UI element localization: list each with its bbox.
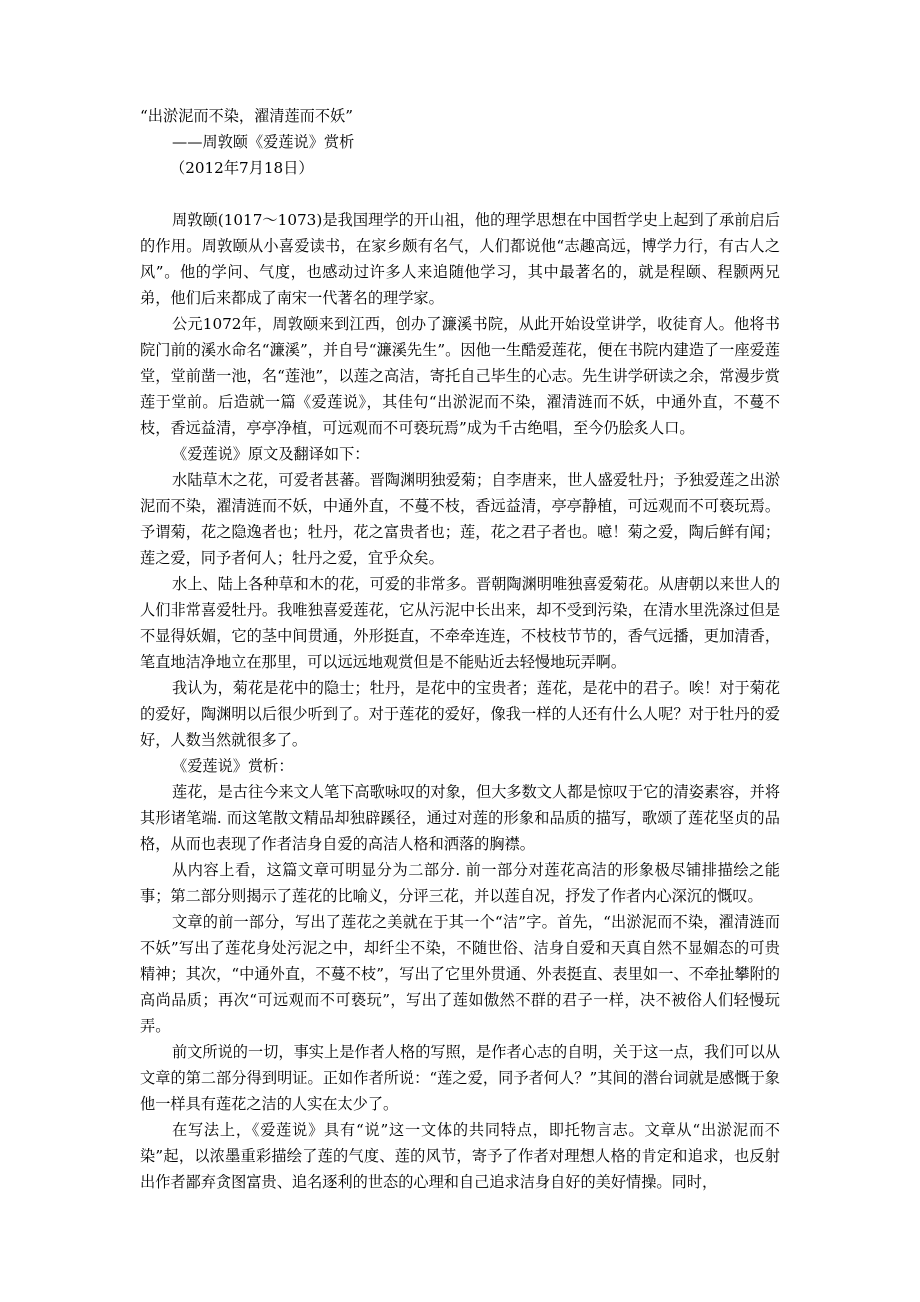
paragraph-original-text: 水陆草木之花，可爱者甚蕃。晋陶渊明独爱菊；自李唐来，世人盛爱牡丹；予独爱莲之出淤泥而不染，濯清涟而不妖，中通外直，不蔓不枝，香远益清，亭亭静植，可远观而不可亵玩焉。予谓菊，花之隐逸者也；牡丹，花之富贵者也；莲，花之君子者也。噫！菊之爱，陶后鲜有闻；莲之爱，同予者何人；牡丹之爱，宜乎众矣。 [140, 471, 780, 567]
paragraph-appreciation-4: 前文所说的一切，事实上是作者人格的写照，是作者心志的自明，关于这一点，我们可以从文章的第二部分得到明证。正如作者所说：“莲之爱，同予者何人？”其间的潜台词就是感慨于象他一样具有莲花之洁的人实在太少了。 [140, 1043, 780, 1113]
paragraph-appreciation-1: 莲花，是古往今来文人笔下高歌咏叹的对象，但大多数文人都是惊叹于它的清姿素容，并将其形诸笔端. 而这笔散文精品却独辟蹊径，通过对莲的形象和品质的描写，歌颂了莲花坚贞的品格，从而也表现了作者洁身自爱的高洁人格和洒落的胸襟。 [140, 783, 780, 853]
blank-line [140, 181, 780, 207]
paragraph-appreciation-5: 在写法上，《爱莲说》具有“说”这一文体的共同特点，即托物言志。文章从“出淤泥而不染”起，以浓墨重彩描绘了莲的气度、莲的风节，寄予了作者对理想人格的肯定和追求，也反射出作者鄙弃贪图富贵、追名逐利的世态的心理和自己追求洁身自好的美好情操。同时， [140, 1121, 780, 1191]
paragraph-original-heading: 《爱莲说》原文及翻译如下： [172, 445, 370, 463]
paragraph-appreciation-3: 文章的前一部分，写出了莲花之美就在于其一个“洁”字。首先，“出淤泥而不染，濯清涟而不妖”写出了莲花身处污泥之中，却纤尘不染，不随世俗、洁身自爱和天真自然不显媚态的可贵精神；其次，“中通外直，不蔓不枝”，写出了它里外贯通、外表挺直、表里如一、不牵扯攀附的高尚品质；再次“可远观而不可亵玩”，写出了莲如傲然不群的君子一样，决不被俗人们轻慢玩弄。 [140, 913, 780, 1035]
paragraph-appreciation-2: 从内容上看，这篇文章可明显分为二部分. 前一部分对莲花高洁的形象极尽铺排描绘之能事；第二部分则揭示了莲花的比喻义，分评三花，并以莲自况，抒发了作者内心深沉的慨叹。 [140, 861, 780, 905]
paragraph-intro: 周敦颐(1017～1073)是我国理学的开山祖，他的理学思想在中国哲学史上起到了承前启后的作用。周敦颐从小喜爱读书，在家乡颇有名气，人们都说他“志趣高远，博学力行，有古人之风”。他的学问、气度，也感动过许多人来追随他学习，其中最著名的，就是程颐、程颢两兄弟，他们后来都成了南宋一代著名的理学家。 [140, 211, 780, 307]
paragraph-translation-2: 我认为，菊花是花中的隐士；牡丹，是花中的宝贵者；莲花，是花中的君子。唉！对于菊花的爱好，陶渊明以后很少听到了。对于莲花的爱好，像我一样的人还有什么人呢？对于牡丹的爱好，人数当然就很多了。 [140, 679, 780, 749]
article-title: “出淤泥而不染，濯清莲而不妖” [140, 107, 353, 125]
article-date: （2012年7月18日） [170, 159, 314, 177]
article-subtitle: ——周敦颐《爱莲说》赏析 [172, 133, 355, 151]
paragraph-translation-1: 水上、陆上各种草和木的花，可爱的非常多。晋朝陶渊明唯独喜爱菊花。从唐朝以来世人的人们非常喜爱牡丹。我唯独喜爱莲花，它从污泥中长出来，却不受到污染，在清水里洗涤过但是不显得妖媚，它的茎中间贯通，外形挺直，不牵牵连连，不枝枝节节的，香气远播，更加清香，笔直地洁净地立在那里，可以远远地观赏但是不能贴近去轻慢地玩弄啊。 [140, 575, 780, 671]
paragraph-appreciation-heading: 《爱莲说》赏析： [172, 757, 294, 775]
document-body [140, 103, 780, 1195]
paragraph-academy: 公元1072年，周敦颐来到江西，创办了濂溪书院，从此开始设堂讲学，收徒育人。他将书院门前的溪水命名“濂溪”，并自号“濂溪先生”。因他一生酷爱莲花，便在书院内建造了一座爱莲堂，堂前凿一池，名“莲池”，以莲之高洁，寄托自己毕生的心志。先生讲学研读之余，常漫步赏莲于堂前。后造就一篇《爱莲说》，其佳句“出淤泥而不染，濯清涟而不妖，中通外直，不蔓不枝，香远益清，亭亭净植，可远观而不可亵玩焉”成为千古绝唱，至今仍脍炙人口。 [140, 315, 780, 437]
